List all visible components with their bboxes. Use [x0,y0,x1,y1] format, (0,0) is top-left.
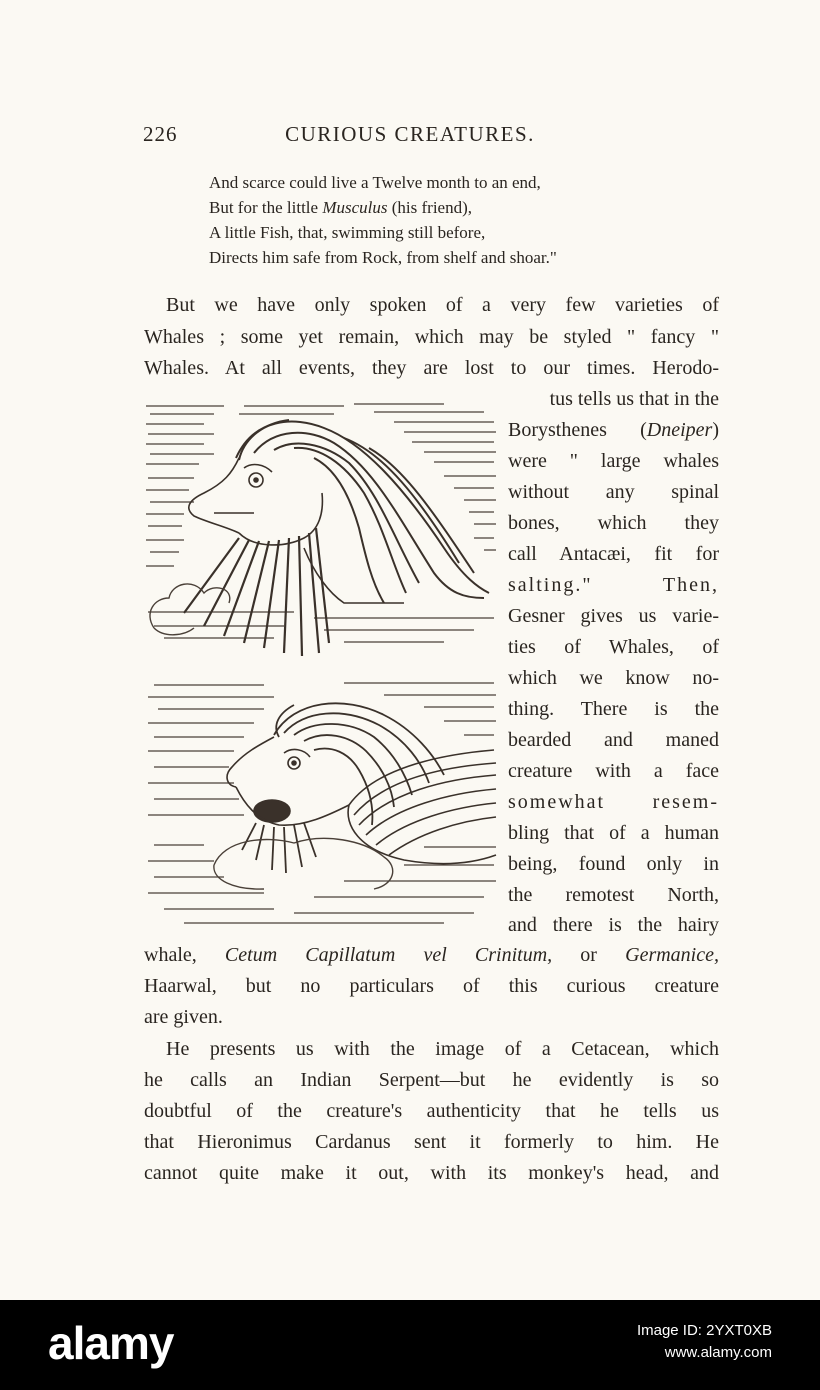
text-line: Whales. At all events, they are lost to our times. Herodo- [144,357,719,379]
text-line: the remotest North, [508,884,719,906]
italic-term: Musculus [322,198,388,217]
site-url: www.alamy.com [664,1344,772,1361]
text-line: and there is the hairy [508,914,719,936]
hairy-whale-illustration [144,675,500,933]
verse-line: A little Fish, that, swimming still before, [209,223,486,242]
text-line: without any spinal [508,481,719,503]
italic-term: Germanice, [625,944,719,966]
verse-line: Directs him safe from Rock, from shelf and shoar." [209,248,557,267]
text-line: that Hieronimus Cardanus sent it formerly to him. He [144,1131,719,1153]
text-line: doubtful of the creature's authenticity that he tells us [144,1100,719,1122]
verse-line: And scarce could live a Twelve month to an end, [209,173,541,192]
text-line: whale, Cetum Capillatum vel Crinitum, or Germanice, [144,944,719,966]
running-head: CURIOUS CREATURES. [285,122,535,146]
text-line: he calls an Indian Serpent—but he evidently is so [144,1069,719,1091]
text-line: creature with a face [508,760,719,782]
text-line: bling that of a human [508,822,719,844]
image-id-label [637,1320,772,1364]
image-id: Image ID: 2YXT0XB [636,1322,772,1339]
text-line: thing. There is the [508,698,719,720]
text-line: Gesner gives us varie- [508,605,719,627]
text-line: somewhat resem- [508,791,719,813]
text-line: tus tells us that in the [549,388,719,410]
stock-brand-logo: alamy [48,1317,174,1369]
text-line: call Antacæi, fit for [508,543,719,565]
text-line: salting." Then, [508,574,719,596]
verse-quotation [209,170,557,270]
text-line: cannot quite make it out, with its monkey's head, and [144,1162,719,1184]
text-line: ties of Whales, of [508,636,719,658]
text-line: bones, which they [508,512,719,534]
text-line: were " large whales [508,450,719,472]
verse-line: But for the little Musculus (his friend), [209,198,473,217]
text-line: Haarwal, but no particulars of this curious creature [144,975,719,997]
italic-term: Cetum Capillatum vel Crinitum, [224,944,553,966]
text-line: Borysthenes (Dneiper) [508,419,719,441]
text-line: being, found only in [508,853,719,875]
text-line: But we have only spoken of a very few varieties of [166,294,719,316]
text-line: He presents us with the image of a Cetacean, which [166,1038,719,1060]
text-line: bearded and maned [508,729,719,751]
text-line: Whales ; some yet remain, which may be styled " fancy " [144,326,719,348]
text-line: which we know no- [508,667,719,689]
page-number: 226 [143,122,178,146]
text-line: are given. [144,1006,223,1028]
bearded-maned-whale-illustration [144,398,500,660]
